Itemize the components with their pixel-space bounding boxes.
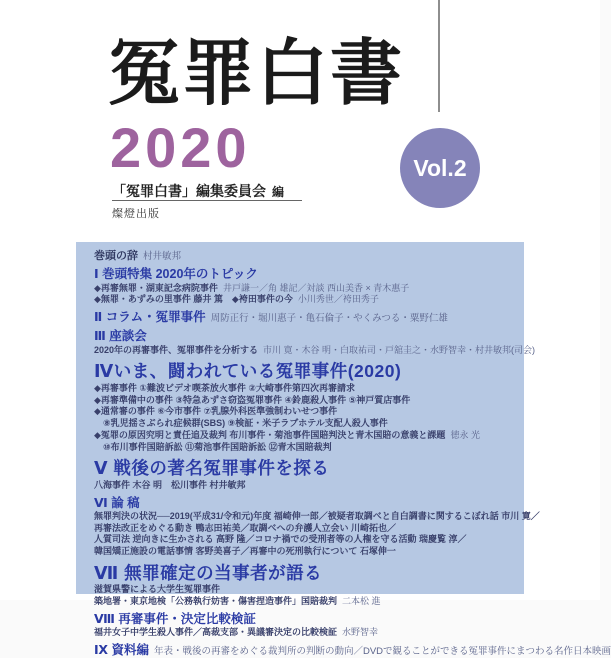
editor-suffix: 編 — [272, 185, 285, 199]
toc-line: ◆再審事件 ①難波ビデオ喫茶放火事件 ②大崎事件第四次再審請求 — [94, 383, 355, 394]
editor-credit — [112, 181, 284, 201]
volume-badge-label: Vol.2 — [413, 154, 467, 181]
toc-line: 福井女子中学生殺人事件／高裁支部・異議審決定の比較検証 水野智幸 — [94, 627, 379, 638]
toc-section-heading: Ⅳいま、闘われている冤罪事件(2020) — [94, 361, 402, 382]
toc-line: ◆冤罪の原因究明と責任追及裁判 布川事件・菊池事件国賠判決と青木国賠の意義と課題 徳永 光 — [94, 429, 480, 440]
toc-line: ◆無罪・あずみの里事件 藤井 篤 ◆袴田事件の今 小川秀世／袴田秀子 — [94, 294, 379, 305]
toc-section-heading: Ⅷ 再審事件・決定比較検証 — [94, 611, 256, 626]
toc-section-heading: Ⅴ 戦後の著名冤罪事件を探る — [94, 458, 330, 479]
toc-panel — [76, 242, 611, 657]
toc-line: 再審法改正をめぐる動き 鴨志田祐美／取調べへの弁護人立会い 川崎拓也／ — [94, 522, 397, 533]
toc-line: ◆再審無罪・湖東記念病院事件 井戸謙一／角 雄記／対談 西山美香 × 青木惠子 — [94, 282, 410, 293]
toc-line: 滋賀県警による大学生冤罪事件 — [94, 584, 221, 595]
toc-preface: 巻頭の辞 村井敏邦 — [94, 250, 182, 262]
toc-section-heading: Ⅵ 論 稿 — [94, 495, 140, 510]
toc-section-heading: Ⅸ 資料編 年表・戦後の再審をめぐる裁判所の判断の動向／DVDで観ることができる冤罪事件にまつわる名作日本映画 — [94, 642, 611, 657]
volume-badge — [400, 128, 480, 208]
toc-section-heading: Ⅲ 座談会 — [94, 329, 147, 344]
toc-line: 築地署・東京地検「公務執行妨害・傷害捏造事件」国賠裁判 二本松 進 — [94, 596, 381, 607]
toc-line: ⑩布川事件国賠訴訟 ⑪菊池事件国賠訴訟 ⑫青木国賠裁判 — [103, 441, 332, 452]
book-title: 冤罪白書 — [108, 34, 405, 114]
toc-section-heading: Ⅱ コラム・冤罪事件 周防正行・堀川惠子・亀石倫子・やくみつる・粟野仁雄 — [94, 310, 448, 325]
publisher-name: 燦燈出版 — [112, 208, 160, 220]
toc-line: 韓国矯正施設の電話事情 客野美喜子／再審中の死刑執行について 石塚伸一 — [94, 545, 396, 556]
edition-year: 2020 — [110, 116, 251, 179]
toc-line: 無罪判決の状況──2019(平成31/令和元)年度 福崎伸一郎／被疑者取調べと自白調書に関するこぼれ話 市川 寛／ — [94, 510, 540, 521]
toc-line: ◆通常審の事件 ⑥今市事件 ⑦乳腺外科医準強制わいせつ事件 — [94, 406, 338, 417]
accent-line — [438, 0, 440, 112]
toc-line: 八海事件 木谷 明 松川事件 村井敏邦 — [94, 479, 246, 490]
toc-line: ⑧乳児揺さぶられ症候群(SBS) ⑨検証・米子ラブホテル支配人殺人事件 — [103, 418, 388, 429]
toc-section-heading: Ⅰ 巻頭特集 2020年のトピック — [94, 267, 258, 282]
toc-line: 2020年の再審事件、冤罪事件を分析する 市川 寛・木谷 明・白取祐司・戸舘圭之・水野智幸・村井敏邦(司会) — [94, 344, 536, 355]
toc-section-heading: Ⅶ 無罪確定の当事者が語る — [94, 562, 323, 583]
editor-name: 「冤罪白書」編集委員会 — [112, 183, 266, 199]
toc-line: ◆再審準備中の事件 ③特急あずさ窃盗冤罪事件 ④鈴鹿殺人事件 ⑤神戸質店事件 — [94, 394, 411, 405]
editor-underline — [112, 200, 302, 201]
toc-line: 人質司法 逆向きに生かされる 高野 隆／コロナ禍での受刑者等の人権を守る活動 瑞慶覧 淳／ — [94, 534, 467, 545]
